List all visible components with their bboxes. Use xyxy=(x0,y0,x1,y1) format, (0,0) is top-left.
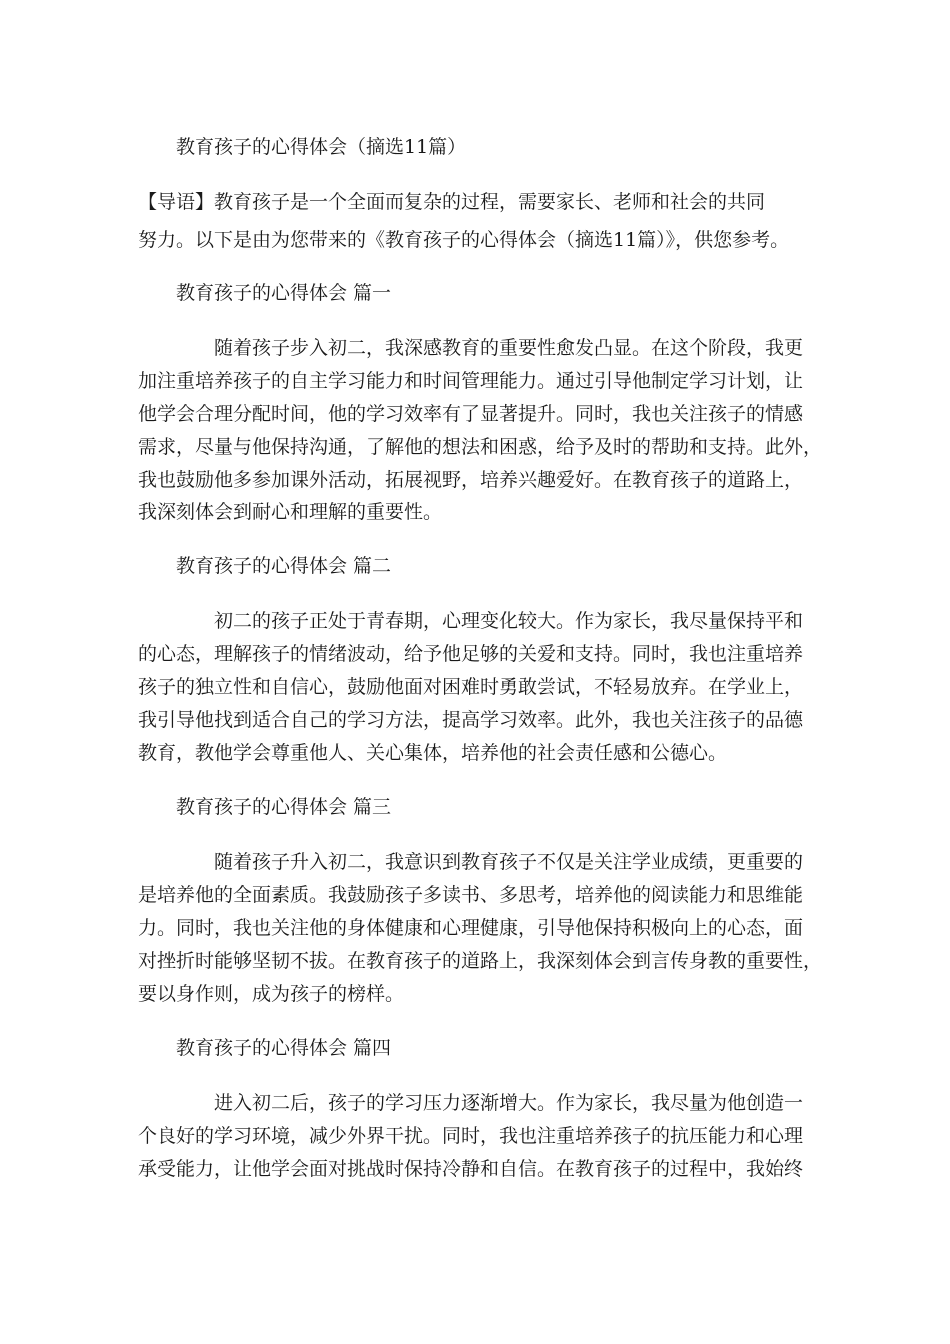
intro-line: 【导语】教育孩子是一个全面而复杂的过程，需要家长、老师和社会的共同 xyxy=(138,191,766,213)
section-heading: 教育孩子的心得体会 篇四 xyxy=(176,1037,392,1059)
intro-line: 努力。以下是由为您带来的《教育孩子的心得体会（摘选11篇）》，供您参考。 xyxy=(138,229,790,251)
document-title: 教育孩子的心得体会（摘选11篇） xyxy=(176,136,467,158)
paragraph-line: 我也鼓励他多参加课外活动，拓展视野，培养兴趣爱好。在教育孩子的道路上， xyxy=(138,469,804,491)
paragraph-line: 他学会合理分配时间，他的学习效率有了显著提升。同时，我也关注孩子的情感 xyxy=(138,403,804,425)
paragraph-line: 承受能力，让他学会面对挑战时保持冷静和自信。在教育孩子的过程中，我始终 xyxy=(138,1158,804,1180)
paragraph-line: 加注重培养孩子的自主学习能力和时间管理能力。通过引导他制定学习计划，让 xyxy=(138,370,804,392)
section-heading: 教育孩子的心得体会 篇一 xyxy=(176,282,392,304)
section-heading: 教育孩子的心得体会 篇三 xyxy=(176,796,392,818)
paragraph-line: 力。同时，我也关注他的身体健康和心理健康，引导他保持积极向上的心态，面 xyxy=(138,917,804,939)
paragraph-line: 是培养他的全面素质。我鼓励孩子多读书、多思考，培养他的阅读能力和思维能 xyxy=(138,884,804,906)
paragraph-line: 个良好的学习环境，减少外界干扰。同时，我也注重培养孩子的抗压能力和心理 xyxy=(138,1125,804,1147)
paragraph-line: 随着孩子步入初二，我深感教育的重要性愈发凸显。在这个阶段，我更 xyxy=(214,337,804,359)
section-heading: 教育孩子的心得体会 篇二 xyxy=(176,555,392,577)
paragraph-line: 需求，尽量与他保持沟通，了解他的想法和困惑，给予及时的帮助和支持。此外， xyxy=(138,436,823,458)
paragraph-line: 孩子的独立性和自信心，鼓励他面对困难时勇敢尝试，不轻易放弃。在学业上， xyxy=(138,676,804,698)
paragraph-line: 我深刻体会到耐心和理解的重要性。 xyxy=(138,501,443,523)
paragraph-line: 进入初二后，孩子的学习压力逐渐增大。作为家长，我尽量为他创造一 xyxy=(214,1092,804,1114)
paragraph-line: 对挫折时能够坚韧不拔。在教育孩子的道路上，我深刻体会到言传身教的重要性， xyxy=(138,950,823,972)
paragraph-line: 教育，教他学会尊重他人、关心集体，培养他的社会责任感和公德心。 xyxy=(138,742,728,764)
paragraph-line: 我引导他找到适合自己的学习方法，提高学习效率。此外，我也关注孩子的品德 xyxy=(138,709,804,731)
paragraph-line: 的心态，理解孩子的情绪波动，给予他足够的关爱和支持。同时，我也注重培养 xyxy=(138,643,804,665)
paragraph-line: 要以身作则，成为孩子的榜样。 xyxy=(138,983,405,1005)
paragraph-line: 初二的孩子正处于青春期，心理变化较大。作为家长，我尽量保持平和 xyxy=(214,610,804,632)
paragraph-line: 随着孩子升入初二，我意识到教育孩子不仅是关注学业成绩，更重要的 xyxy=(214,851,804,873)
